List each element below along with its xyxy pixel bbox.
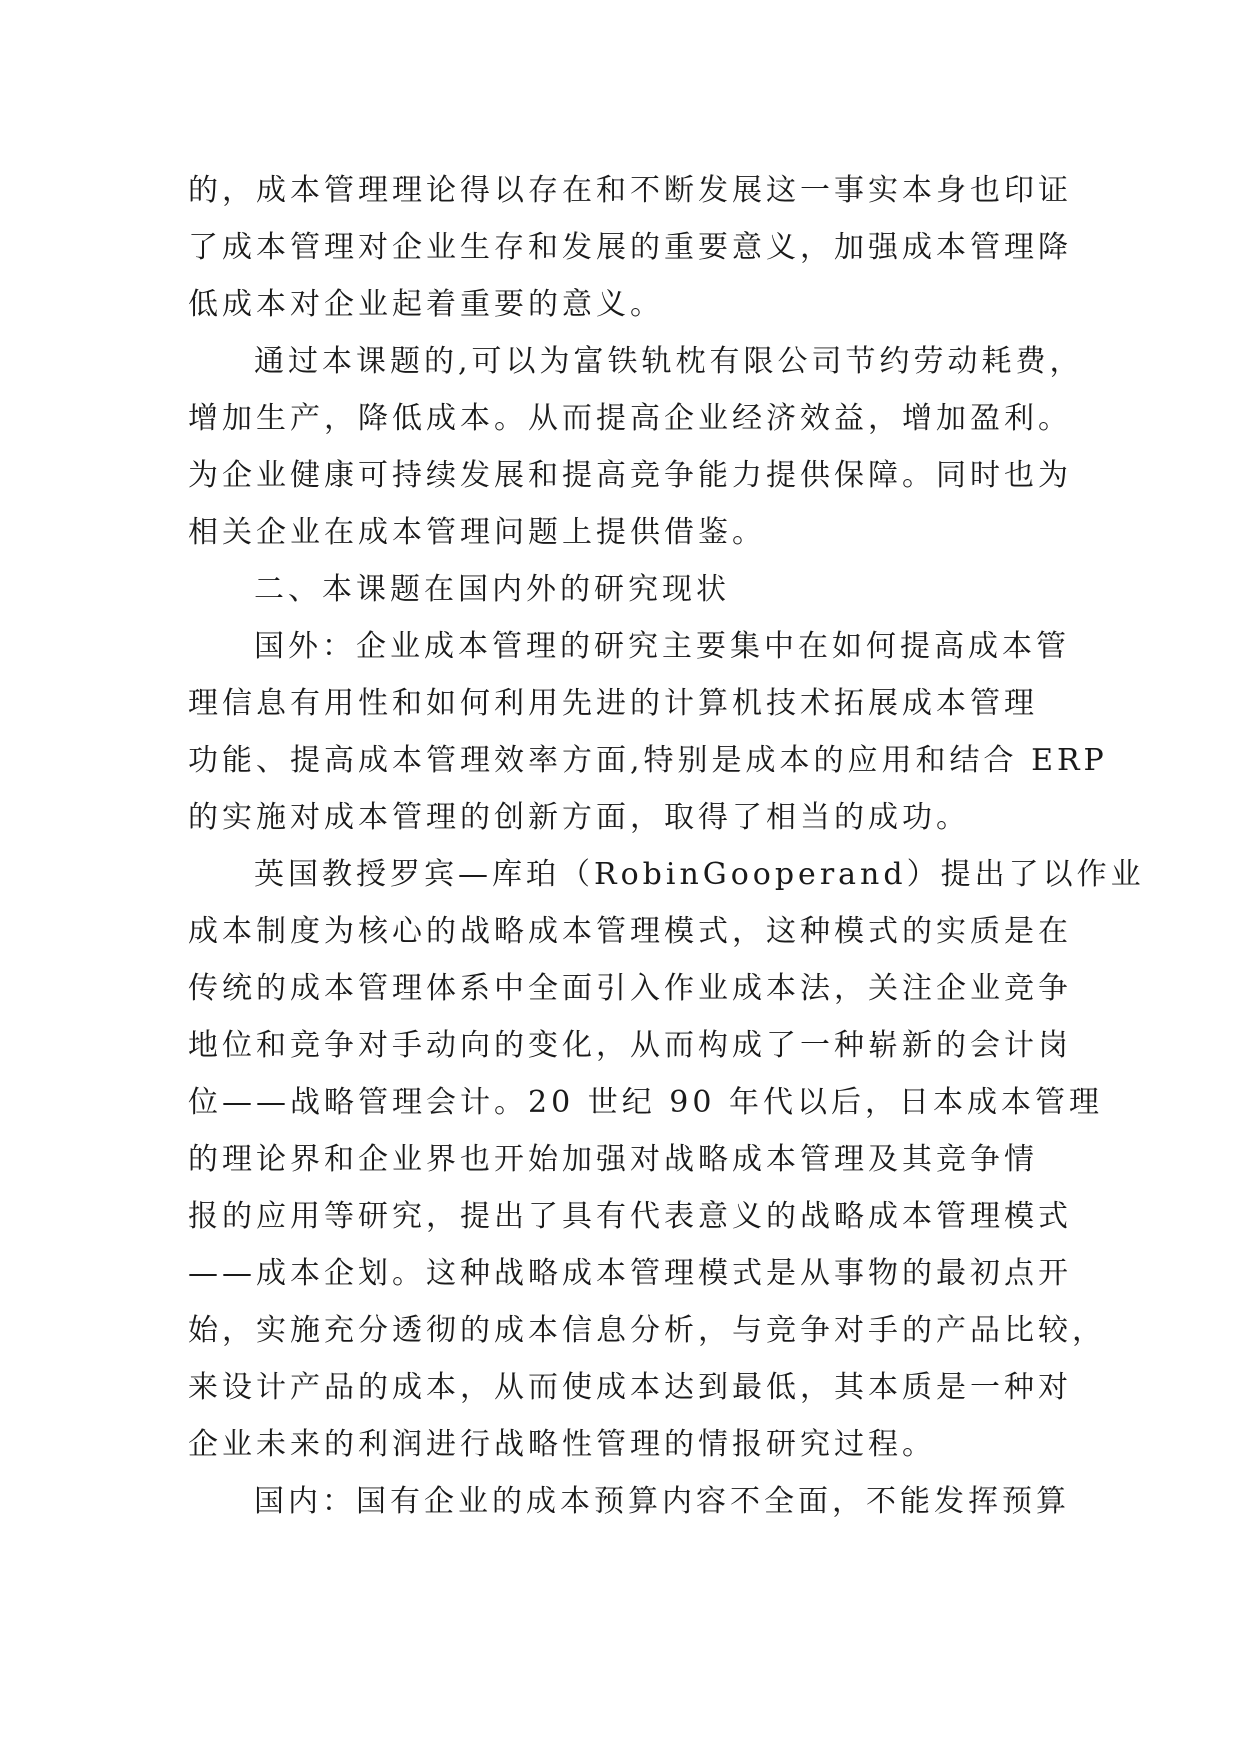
text-line: 功能、提高成本管理效率方面,特别是成本的应用和结合 ERP (188, 743, 1108, 778)
text-line: 二、本课题在国内外的研究现状 (254, 572, 730, 607)
text-line: 了成本管理对企业生存和发展的重要意义，加强成本管理降 (188, 230, 1072, 265)
text-line: 的理论界和企业界也开始加强对战略成本管理及其竞争情 (188, 1142, 1038, 1177)
text-line: 国外：企业成本管理的研究主要集中在如何提高成本管 (254, 629, 1070, 664)
text-line: 为企业健康可持续发展和提高竞争能力提供保障。同时也为 (188, 458, 1072, 493)
text-line: 国内：国有企业的成本预算内容不全面，不能发挥预算 (254, 1484, 1070, 1519)
text-line: 始，实施充分透彻的成本信息分析，与竞争对手的产品比较， (188, 1313, 1106, 1348)
text-line: 低成本对企业起着重要的意义。 (188, 287, 664, 322)
text-line: 理信息有用性和如何利用先进的计算机技术拓展成本管理 (188, 686, 1038, 721)
text-line: 的，成本管理理论得以存在和不断发展这一事实本身也印证 (188, 173, 1072, 208)
text-line: 增加生产，降低成本。从而提高企业经济效益，增加盈利。 (188, 401, 1072, 436)
text-line: 成本制度为核心的战略成本管理模式，这种模式的实质是在 (188, 914, 1072, 949)
text-line: 来设计产品的成本，从而使成本达到最低，其本质是一种对 (188, 1370, 1072, 1405)
text-line: 位——战略管理会计。20 世纪 90 年代以后，日本成本管理 (188, 1085, 1103, 1120)
text-line: ——成本企划。这种战略成本管理模式是从事物的最初点开 (188, 1256, 1072, 1291)
text-line: 报的应用等研究，提出了具有代表意义的战略成本管理模式 (188, 1199, 1072, 1234)
body-text (188, 162, 1145, 1530)
text-line: 相关企业在成本管理问题上提供借鉴。 (188, 515, 766, 550)
text-line: 传统的成本管理体系中全面引入作业成本法，关注企业竞争 (188, 971, 1072, 1006)
text-line: 企业未来的利润进行战略性管理的情报研究过程。 (188, 1427, 936, 1462)
text-line: 通过本课题的,可以为富铁轨枕有限公司节约劳动耗费， (254, 344, 1084, 379)
text-line: 地位和竞争对手动向的变化，从而构成了一种崭新的会计岗 (188, 1028, 1072, 1063)
text-line: 的实施对成本管理的创新方面，取得了相当的成功。 (188, 800, 970, 835)
text-line: 英国教授罗宾—库珀（RobinGooperand）提出了以作业 (254, 857, 1145, 892)
